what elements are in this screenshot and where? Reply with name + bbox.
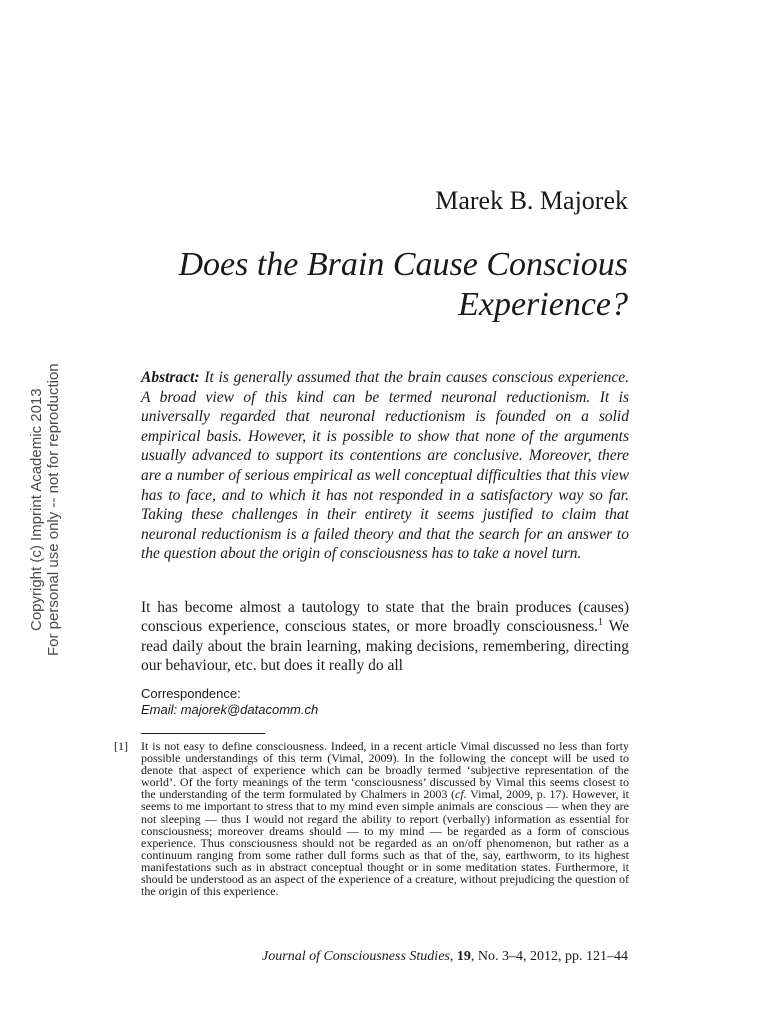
footnote-cf: cf.	[455, 787, 467, 802]
author-name: Marek B. Majorek	[435, 186, 628, 215]
correspondence-email[interactable]: Email: majorek@datacomm.ch	[141, 702, 319, 717]
journal-separator: ,	[449, 949, 457, 964]
watermark-line-1: Copyright (c) Imprint Academic 2013	[28, 388, 45, 632]
footnote-divider	[141, 733, 265, 734]
copyright-watermark	[28, 350, 62, 670]
footnote-part-1: It is not easy to define consciousness. Indeed, in a recent article Vimal discussed no less than forty possible understandings of this term (Vimal, 2009). In the following the concept will be used to denote that aspect of experience which can be broadly termed ‘subjective representation of the world’. Of the forty meanings of the term ‘consciousness’ discussed by Vimal this seems closest to the understanding of the term formulated by Chalmers in 2003 (	[141, 739, 629, 802]
body-paragraph	[141, 598, 629, 676]
footnote-reference[interactable]: 1	[598, 617, 604, 629]
abstract	[141, 368, 629, 564]
journal-name: Journal of Consciousness Studies	[262, 949, 450, 964]
body-text-continued: We read daily about the brain learning, making decisions, remembering, directing our behaviour, etc. but does it really do all	[141, 618, 629, 675]
abstract-label: Abstract:	[141, 369, 200, 386]
body-text-start: It has become almost a tautology to state that the brain produces (causes) conscious experience, conscious states, or more broadly consciousness.	[141, 599, 629, 636]
article-title: Does the Brain Cause Conscious Experience?	[178, 246, 628, 323]
correspondence-label: Correspondence:	[141, 686, 241, 701]
footnote-text	[141, 740, 629, 897]
journal-volume: 19	[456, 949, 471, 964]
abstract-text: It is generally assumed that the brain causes conscious experience. A broad view of this kind can be termed neuronal reductionism. It is universally regarded that neuronal reductionism is founded on a solid empirical basis. However, it is possible to show that none of the arguments usually advanced to support its contentions are conclusive. Moreover, there are a number of serious empirical as well conceptual difficulties that this view has to face, and to which it has not responded in a satisfactory way so far. Taking these challenges in their entirety it seems justified to claim that neuronal reductionism is a failed theory and that the search for an answer to the question about the origin of consciousness has to take a novel turn.	[141, 369, 629, 563]
journal-issue-pages: , No. 3–4, 2012, pp. 121–44	[470, 949, 628, 964]
correspondence-block	[141, 686, 318, 718]
watermark-line-2: For personal use only -- not for reproduction	[45, 363, 62, 657]
footnote-marker: [1]	[114, 739, 128, 753]
footnote-part-2: Vimal, 2009, p. 17). However, it seems to me important to stress that to my mind even simple animals are conscious — when they are not sleeping — thus I would not regard the ability to report (verbally) information as essential for consciousness; moreover dreams should — to my mind — be regarded as a form of conscious experience. Thus consciousness should not be regarded as an on/off phenomenon, but rather as a continuum ranging from some rather dull forms such as that of the, say, earthworm, to its highest manifestations such as in abstract conceptual thought or in some meditation states. Furthermore, it should be understood as an aspect of the experience of a creature, without prejudicing the question of the origin of this experience.	[141, 787, 629, 899]
journal-citation	[262, 948, 628, 966]
